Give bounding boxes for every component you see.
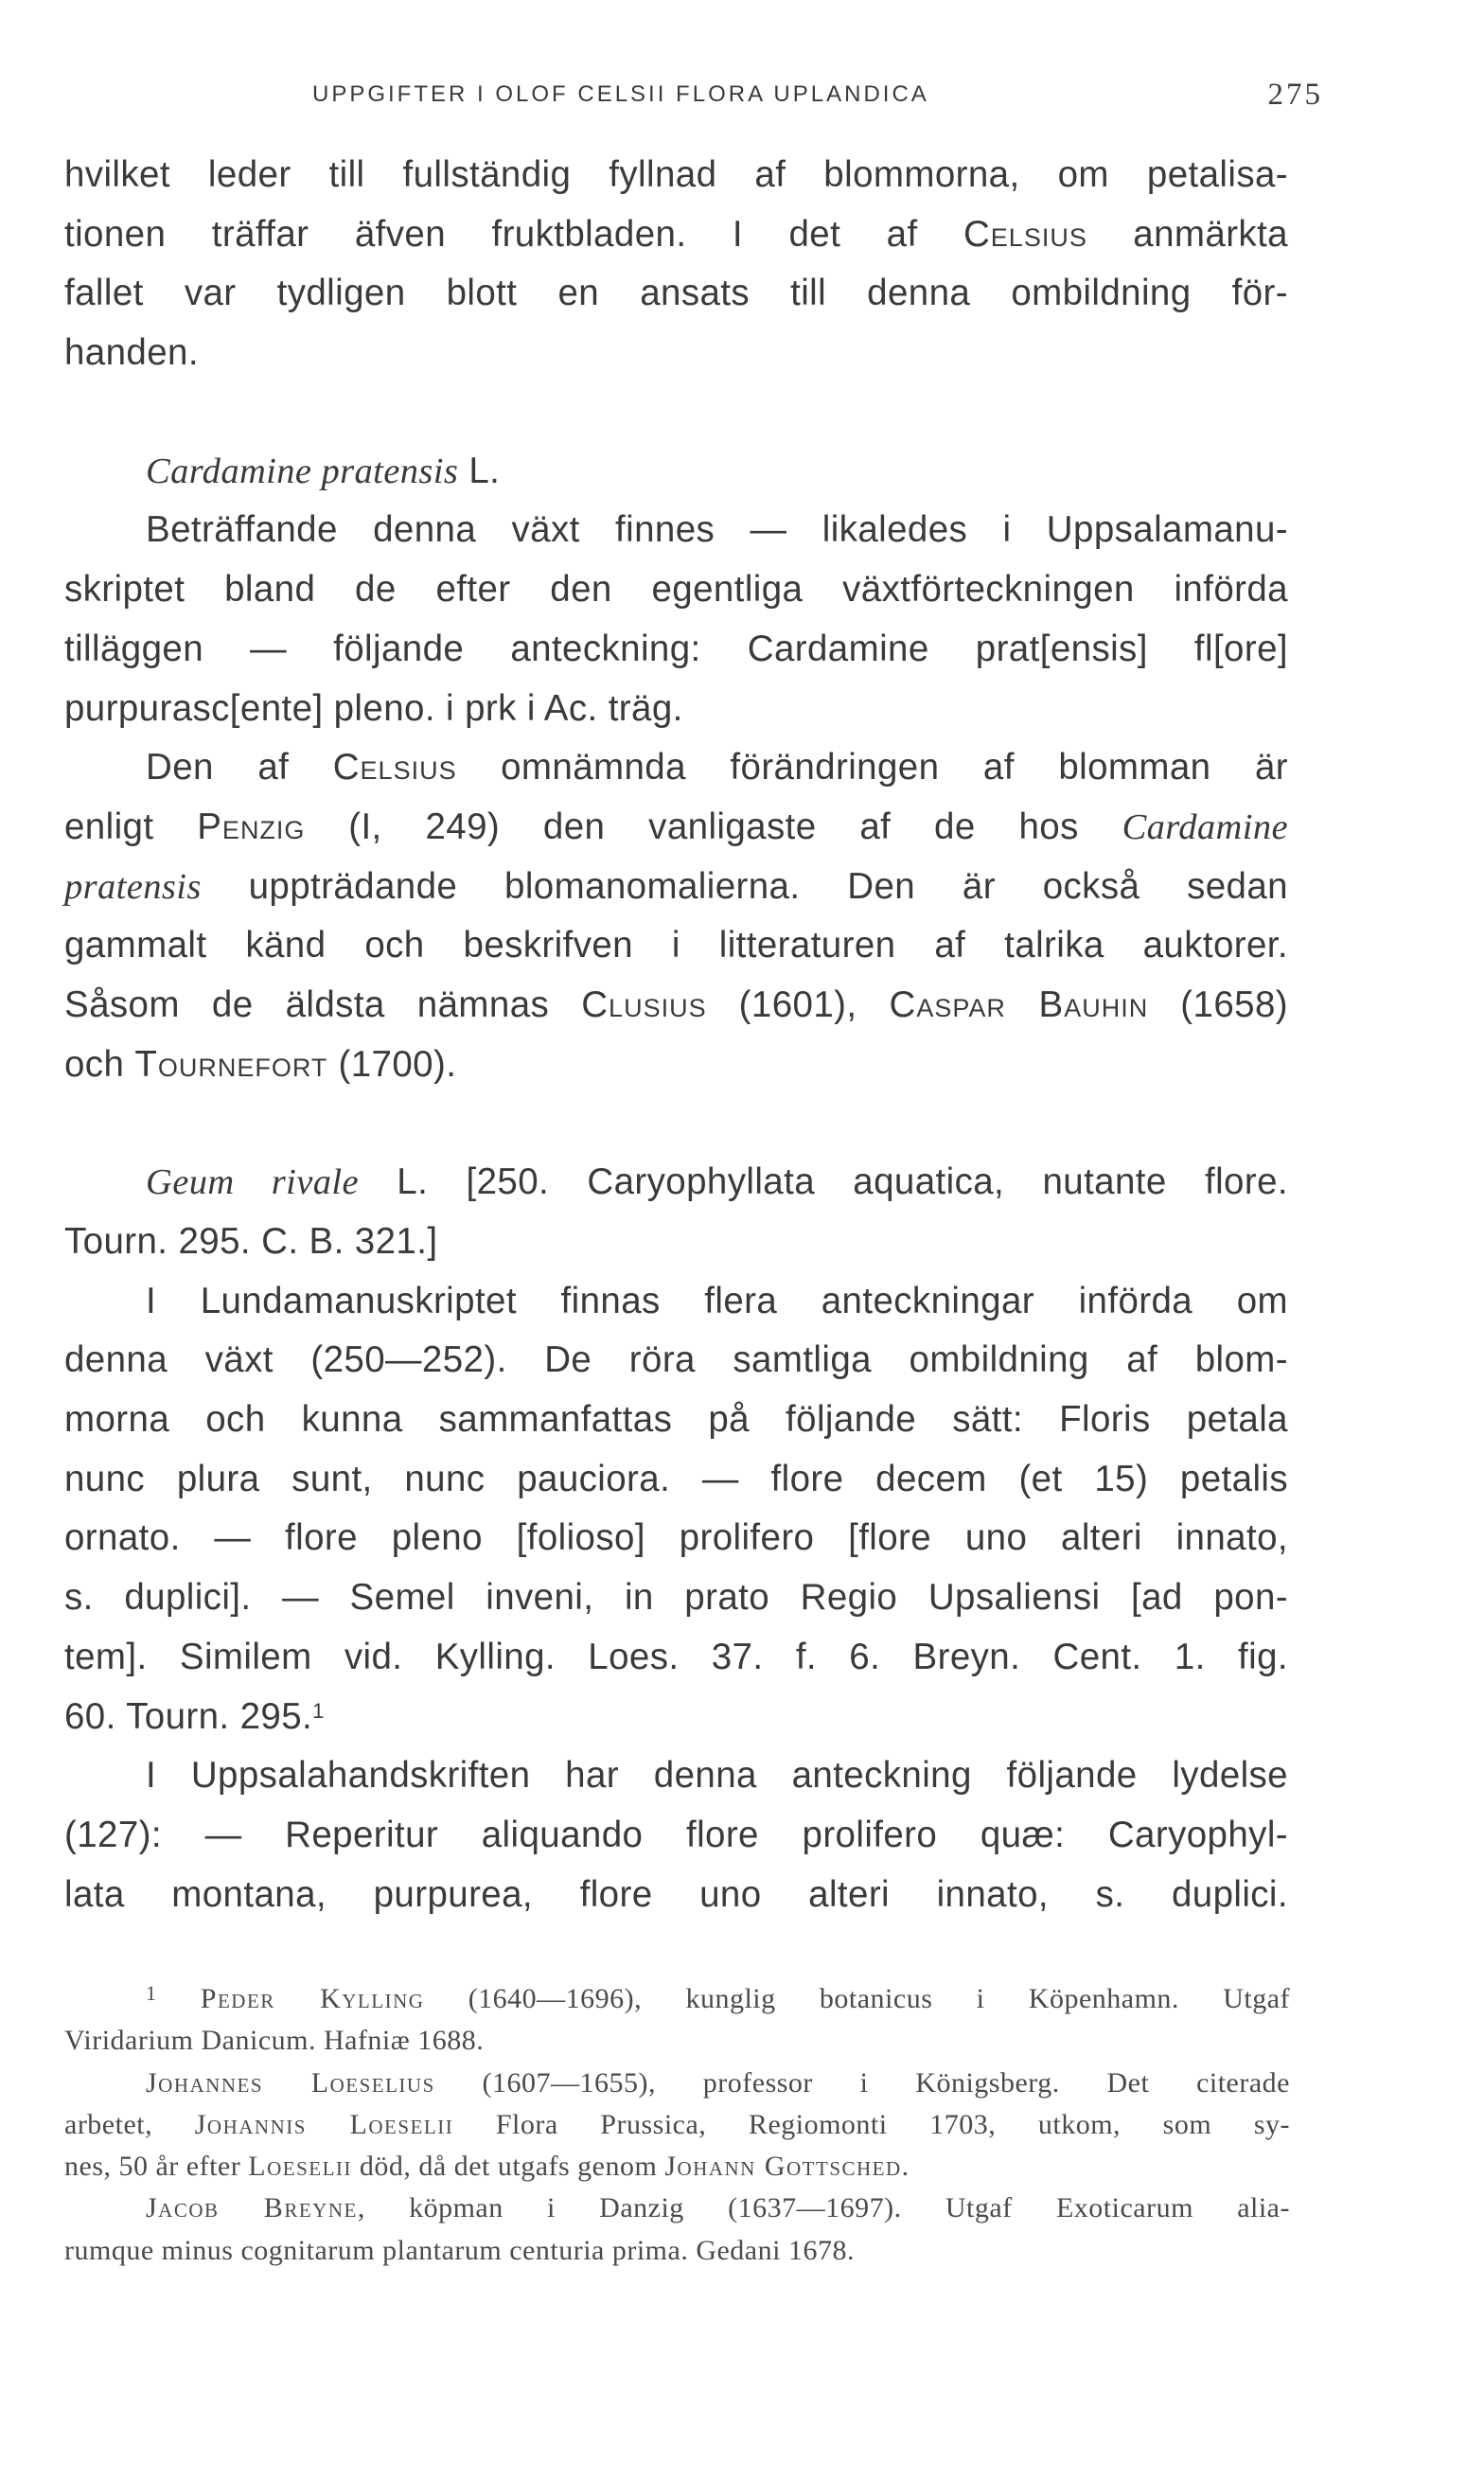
- text-line: [64, 324, 1288, 383]
- species-heading: [64, 1153, 1288, 1213]
- text-span: skriptet bland de efter den egentliga växtförteckningen införda: [64, 569, 1288, 611]
- text-line: [64, 1628, 1288, 1688]
- text-line: [64, 1213, 1288, 1272]
- text-span: morna och kunna sammanfattas på följande sätt: Floris petala: [64, 1399, 1288, 1441]
- text-line: [64, 1391, 1288, 1450]
- text-line: [64, 205, 1288, 265]
- text-span: tem]. Similem vid. Kylling. Loes. 37. f. 6. Breyn. Cent. 1. fig.: [64, 1636, 1288, 1677]
- text-line: [64, 1806, 1288, 1866]
- footnote-line: [64, 2230, 1290, 2272]
- footnote-marker: 1: [146, 1981, 157, 2005]
- person-name: Caspar Bauhin: [889, 983, 1149, 1025]
- text-span: hvilket leder till fullständig fyllnad af blommorna, om petalisa-: [64, 154, 1288, 195]
- person-name: Johannis Loeselii: [194, 2108, 454, 2140]
- person-name: Clusius: [581, 983, 707, 1025]
- text-span: uppträdande blomanomalierna. Den är också sedan: [201, 865, 1288, 907]
- text-span: s. duplici]. — Semel inveni, in prato Regio Upsaliensi [ad pon-: [64, 1577, 1288, 1619]
- text-span: Såsom de äldsta nämnas: [64, 983, 582, 1025]
- text-span: (1658): [1148, 983, 1288, 1025]
- page-number: 275: [1267, 78, 1323, 112]
- person-name: Celsius: [332, 747, 457, 788]
- footnote-line: [64, 2146, 1290, 2188]
- text-line: [64, 680, 1288, 739]
- species-heading: [64, 442, 1288, 502]
- text-span: L. [250. Caryophyllata aquatica, nutante flore.: [358, 1161, 1288, 1203]
- main-text: [64, 146, 1288, 1924]
- footnote-line: [64, 2063, 1290, 2104]
- footnote-line: [64, 2188, 1290, 2229]
- text-span: .: [901, 2151, 910, 2183]
- text-line: [64, 1688, 1288, 1747]
- person-name: Johann Gottsched: [664, 2151, 902, 2183]
- text-span: (I, 249) den vanligaste af de hos: [305, 806, 1122, 847]
- text-span: nunc plura sunt, nunc pauciora. — flore decem (et 15) petalis: [64, 1458, 1288, 1499]
- text-span: nes, 50 år efter: [64, 2151, 249, 2183]
- text-line: [64, 560, 1288, 620]
- species-authority: L.: [458, 450, 501, 491]
- footnote-marker: 1: [312, 1698, 325, 1723]
- text-span: lata montana, purpurea, flore uno alteri innato, s. duplici.: [64, 1873, 1288, 1915]
- person-name: Celsius: [963, 213, 1087, 255]
- running-header-title: UPPGIFTER I OLOF CELSII FLORA UPLANDICA: [312, 81, 929, 107]
- text-line: [64, 620, 1288, 680]
- text-span: (1640—1696), kunglig botanicus i Köpenhamn. Utgaf: [424, 1983, 1291, 2014]
- running-header: [64, 78, 1323, 112]
- text-line: [64, 1568, 1288, 1628]
- text-span: Viridarium Danicum. Hafniæ 1688.: [64, 2025, 485, 2057]
- text-span: , köpman i Danzig (1637—1697). Utgaf Exoticarum alia-: [357, 2192, 1290, 2224]
- text-line: [64, 1866, 1288, 1925]
- text-span: (1607—1655), professor i Königsberg. Det citerade: [434, 2066, 1290, 2099]
- footnote-line: [64, 2104, 1290, 2146]
- text-span: tilläggen — följande anteckning: Cardamine prat[ensis] fl[ore]: [64, 628, 1288, 669]
- text-span: rumque minus cognitarum plantarum centuria prima. Gedani 1678.: [64, 2234, 855, 2266]
- text-span: och: [64, 1043, 135, 1085]
- text-line: [64, 501, 1288, 560]
- text-span: (127): — Reperitur aliquando flore prolifero quæ: Caryophyl-: [64, 1814, 1288, 1855]
- text-line: [64, 916, 1288, 976]
- text-span: Tourn. 295. C. B. 321.]: [64, 1221, 438, 1262]
- species-name: Geum rivale: [146, 1162, 359, 1203]
- text-line: [64, 738, 1288, 798]
- text-line: [64, 798, 1288, 858]
- person-name: Peder Kylling: [200, 1983, 425, 2014]
- text-span: arbetet,: [64, 2108, 195, 2140]
- text-line: [64, 1450, 1288, 1510]
- text-span: omnämnda förändringen af blomman är: [456, 747, 1288, 788]
- text-span: ornato. — flore pleno [folioso] prolifero [flore uno alteri innato,: [64, 1517, 1288, 1559]
- text-span: handen.: [64, 332, 199, 374]
- text-span: I Lundamanuskriptet finnas flera anteckningar införda om: [146, 1280, 1288, 1321]
- text-span: Beträffande denna växt finnes — likaledes i Uppsalamanu-: [146, 509, 1288, 551]
- footnote-line: [64, 2020, 1290, 2062]
- text-line: [64, 1331, 1288, 1391]
- person-name: Loeselii: [248, 2151, 352, 2183]
- person-name: Jacob Breyne: [146, 2192, 358, 2224]
- text-span: I Uppsalahandskriften har denna anteckning följande lydelse: [146, 1755, 1288, 1797]
- text-span: gammalt känd och beskrifven i litteraturen af talrika auktorer.: [64, 925, 1288, 966]
- text-span: purpurasc[ente] pleno. i prk i Ac. träg.: [64, 687, 683, 729]
- footnotes: [64, 1978, 1290, 2272]
- text-span: Flora Prussica, Regiomonti 1703, utkom, som sy-: [453, 2108, 1290, 2140]
- text-span: död, då det utgafs genom: [351, 2151, 665, 2183]
- footnote-line: [64, 1978, 1290, 2020]
- species-name: Cardamine pratensis: [146, 451, 459, 491]
- text-line: [64, 146, 1288, 205]
- text-span: (1700).: [327, 1043, 457, 1085]
- person-name: Johannes Loeselius: [146, 2066, 435, 2099]
- text-span: (1601),: [706, 983, 890, 1025]
- person-name: Tournefort: [134, 1043, 328, 1085]
- text-line: [64, 264, 1288, 324]
- person-name: Penzig: [197, 806, 306, 847]
- text-line: [64, 858, 1288, 917]
- text-line: [64, 1509, 1288, 1568]
- text-line: [64, 1036, 1288, 1095]
- text-line: [64, 976, 1288, 1036]
- text-span: tionen träffar äfven fruktbladen. I det af: [64, 213, 963, 255]
- text-span: enligt: [64, 806, 198, 847]
- species-name: Cardamine: [1122, 806, 1288, 847]
- text-span: Den af: [146, 747, 333, 788]
- text-span: fallet var tydligen blott en ansats till denna ombildning för-: [64, 273, 1288, 314]
- text-line: [64, 1272, 1288, 1332]
- text-span: 60. Tourn. 295.: [64, 1695, 313, 1737]
- text-span: anmärkta: [1086, 213, 1288, 255]
- text-line: [64, 1746, 1288, 1806]
- species-name: pratensis: [64, 866, 202, 907]
- text-span: denna växt (250—252). De röra samtliga ombildning af blom-: [64, 1339, 1288, 1381]
